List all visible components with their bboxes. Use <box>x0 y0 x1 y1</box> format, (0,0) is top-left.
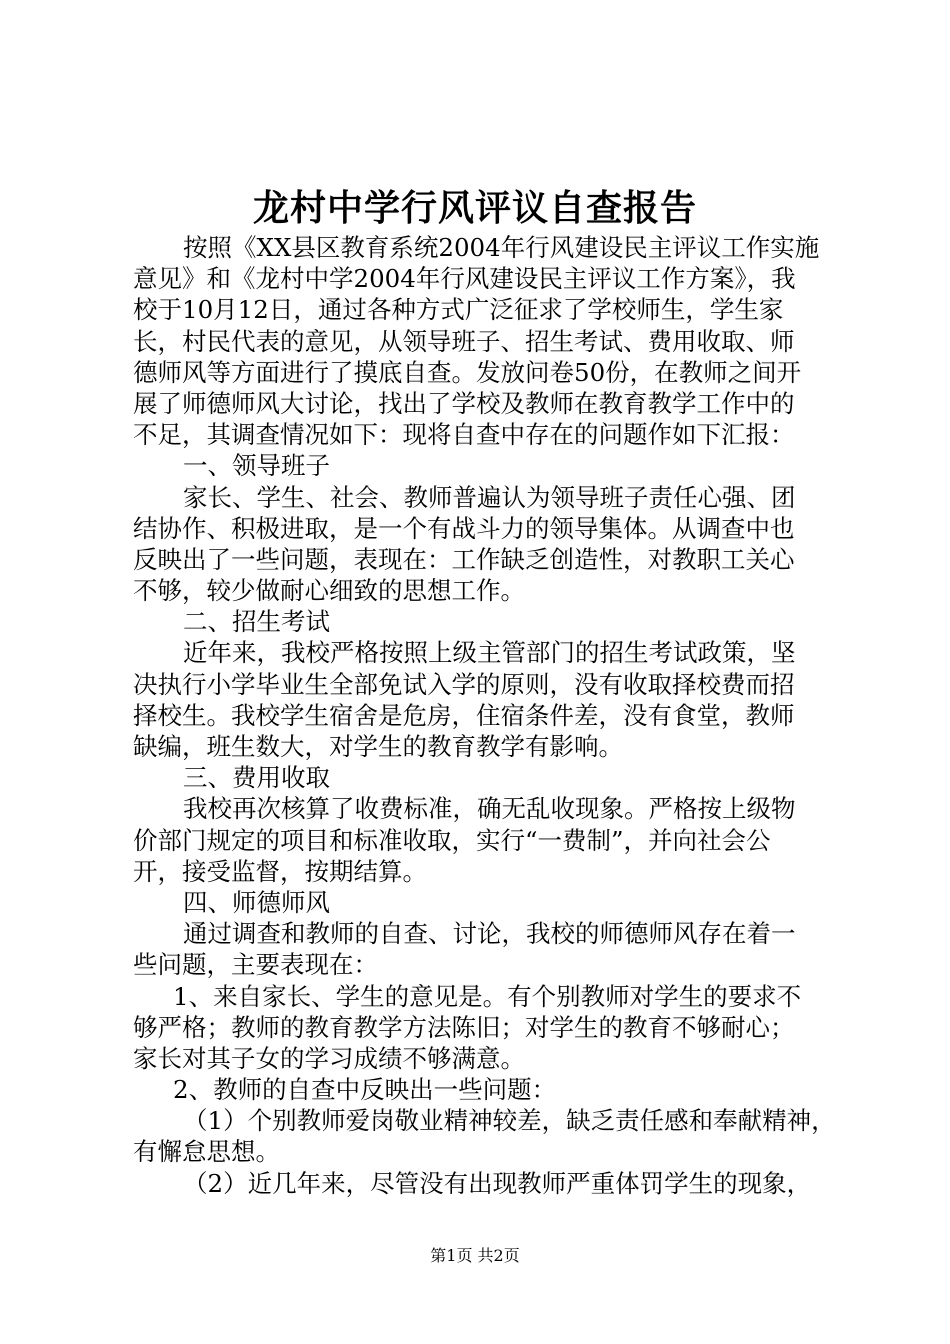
text-line: 家长、学生、社会、教师普遍认为领导班子责任心强、团 <box>183 482 796 512</box>
text-line: 通过调查和教师的自查、讨论，我校的师德师风存在着一 <box>183 919 796 949</box>
text-line: 价部门规定的项目和标准收取，实行“一费制”，并向社会公 <box>133 825 771 855</box>
text-line: 开，接受监督，按期结算。 <box>133 856 427 886</box>
text-line: （2）近几年来，尽管没有出现教师严重体罚学生的现象， <box>183 1168 812 1198</box>
text-line: 2、教师的自查中反映出一些问题： <box>173 1075 557 1105</box>
text-line: 四、师德师风 <box>183 887 330 917</box>
text-line: 三、费用收取 <box>183 763 330 793</box>
text-line: （1）个别教师爱岗敬业精神较差，缺乏责任感和奉献精神， <box>183 1106 836 1136</box>
text-line: 1、来自家长、学生的意见是。有个别教师对学生的要求不 <box>173 981 802 1011</box>
text-line: 些问题，主要表现在： <box>133 950 378 980</box>
text-line: 不够，较少做耐心细致的思想工作。 <box>133 576 525 606</box>
document-title: 龙村中学行风评议自查报告 <box>252 187 697 229</box>
text-line: 展了师德师风大讨论，找出了学校及教师在教育教学工作中的 <box>133 388 795 418</box>
page-footer: 第1页 共2页 <box>430 1246 520 1265</box>
text-line: 德师风等方面进行了摸底自查。发放问卷50份，在教师之间开 <box>133 357 802 387</box>
text-line: 长，村民代表的意见，从领导班子、招生考试、费用收取、师 <box>133 326 795 356</box>
text-line: 够严格；教师的教育教学方法陈旧；对学生的教育不够耐心； <box>133 1012 795 1042</box>
text-line: 校于10月12日，通过各种方式广泛征求了学校师生，学生家 <box>133 295 784 325</box>
text-line: 有懈怠思想。 <box>133 1137 280 1167</box>
text-line: 不足，其调查情况如下：现将自查中存在的问题作如下汇报： <box>133 420 795 450</box>
text-line: 按照《XX县区教育系统2004年行风建设民主评议工作实施 <box>183 233 820 262</box>
text-line: 近年来，我校严格按照上级主管部门的招生考试政策，坚 <box>183 638 796 668</box>
text-line: 反映出了一些问题，表现在：工作缺乏创造性，对教职工关心 <box>133 544 795 574</box>
text-line: 意见》和《龙村中学2004年行风建设民主评议工作方案》，我 <box>133 264 796 294</box>
text-line: 一、领导班子 <box>183 451 330 481</box>
text-line: 二、招生考试 <box>183 607 330 637</box>
text-line: 结协作、积极进取，是一个有战斗力的领导集体。从调查中也 <box>133 513 795 543</box>
document-body <box>133 232 836 1199</box>
text-line: 缺编，班生数大，对学生的教育教学有影响。 <box>133 732 623 761</box>
text-line: 择校生。我校学生宿舍是危房，住宿条件差，没有食堂，教师 <box>133 700 795 730</box>
text-line: 家长对其子女的学习成绩不够满意。 <box>133 1043 525 1073</box>
text-line: 我校再次核算了收费标准，确无乱收现象。严格按上级物 <box>183 794 796 824</box>
text-line: 决执行小学毕业生全部免试入学的原则，没有收取择校费而招 <box>133 669 795 699</box>
